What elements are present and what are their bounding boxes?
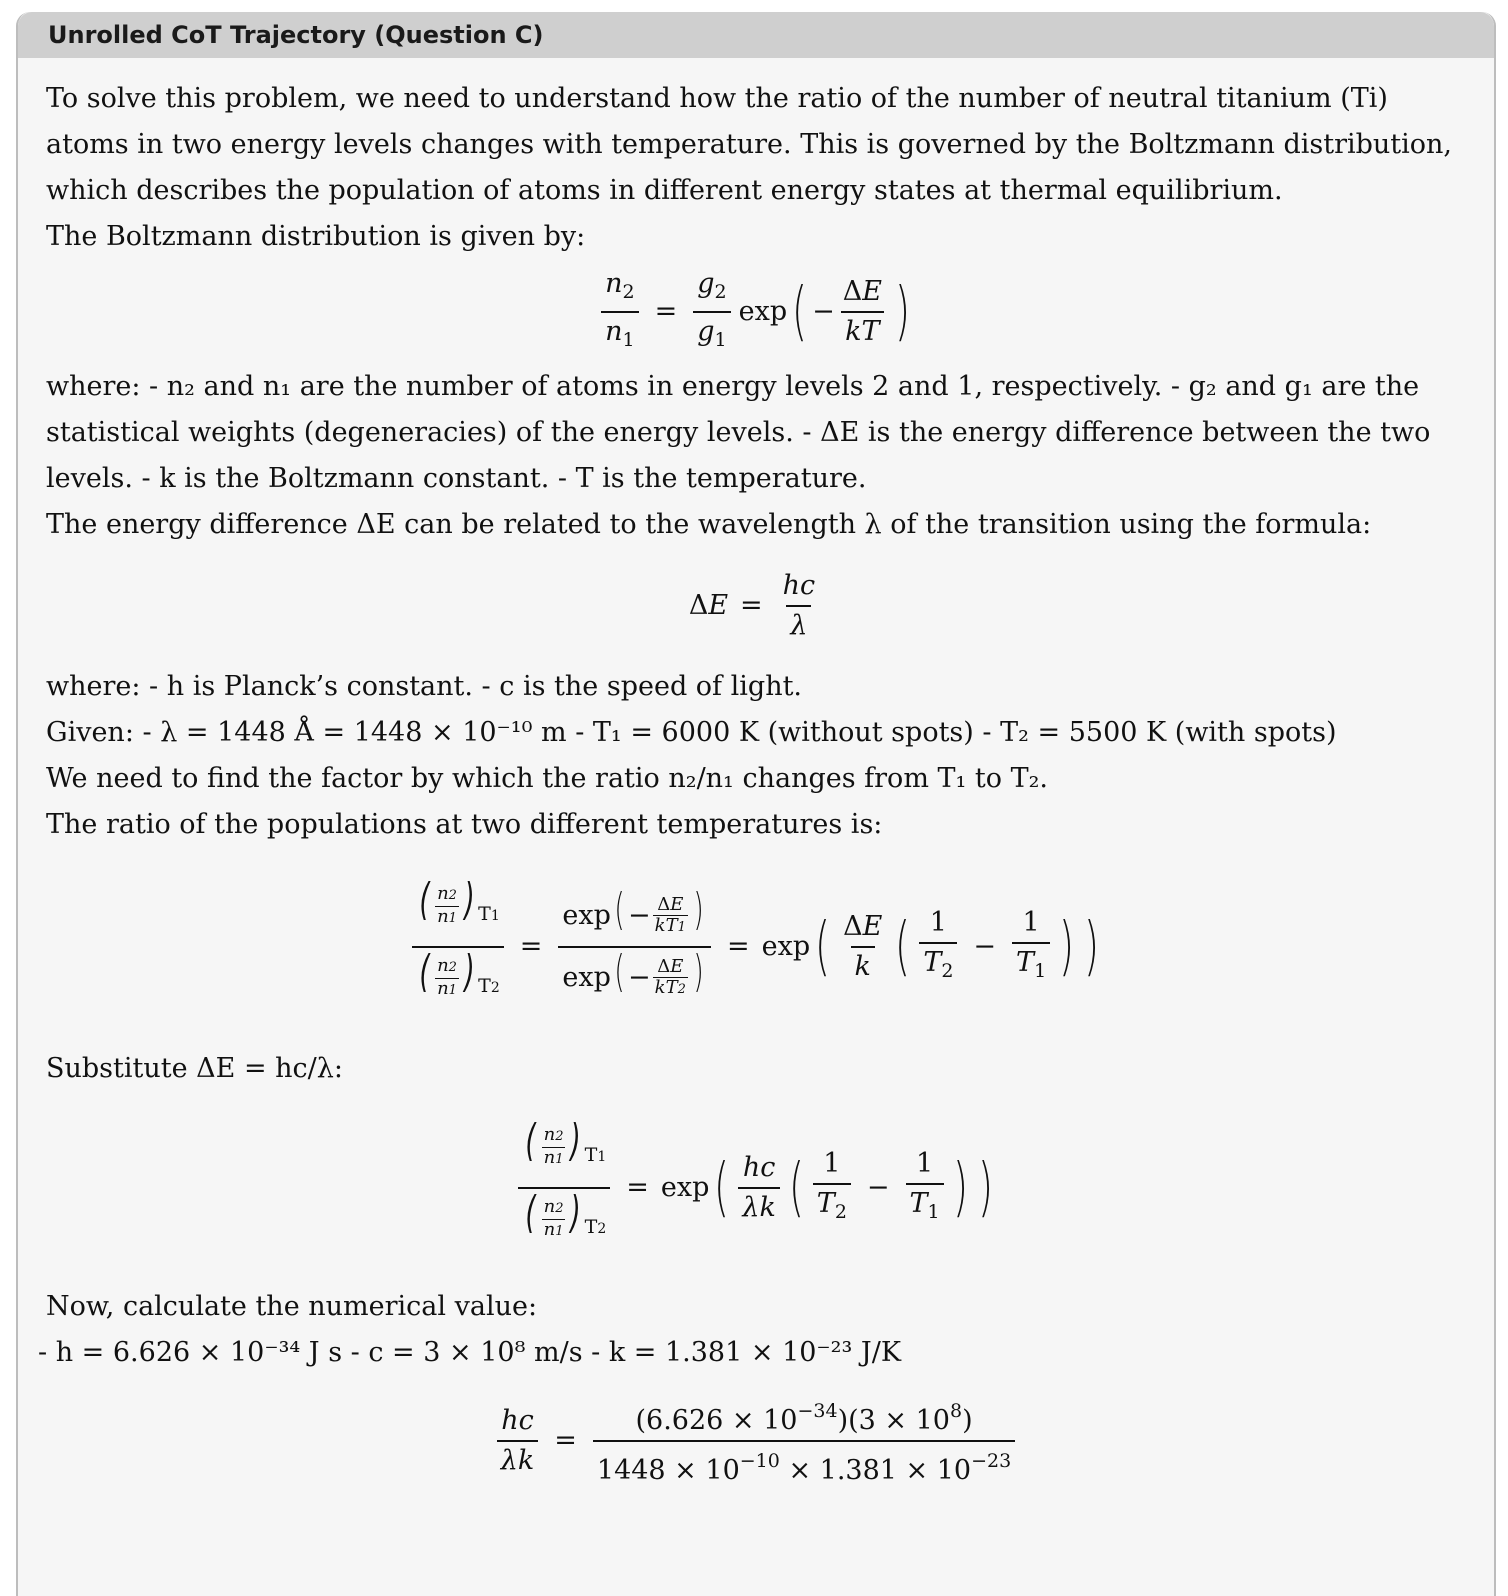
substitute-line: Substitute ΔE = hc/λ: (46, 1053, 343, 1084)
ratio-equation: ( $\frac{n2}{n1}$ ) $_{T1}$ ( $\frac{n2}{n1}$ ) $_{T2}$ = exp( − $\frac{\Delta E}{kT1}$ ) exp( − $\frac{\Delta E}{kT2}$ ) = exp ( $\frac{\Delta E}{k}$ ( $\frac{1}{T_2}$ − $\frac{1}{T_1}$ ) ) (46, 854, 1466, 1040)
substituted-ratio-equation: ( $\frac{n2}{n1}$ ) $_{T1}$ ( $\frac{n2}{n1}$ ) $_{T2}$ = exp ( $\frac{hc}{\lambda k}$ ( $\frac{1}{T_2}$ − $\frac{1}{T_1}$ ) ) (46, 1098, 1466, 1278)
given-values: Given: - λ = 1448 Å = 1448 × 10⁻¹⁰ m - T₁ = 6000 K (without spots) - T₂ = 5500 K (with spots) (46, 717, 1337, 748)
constants-line: - h = 6.626 × 10⁻³⁴ J s - c = 3 × 10⁸ m/s - k = 1.381 × 10⁻²³ J/K (38, 1337, 901, 1368)
ratio-intro-line: The ratio of the populations at two different temperatures is: (46, 809, 883, 840)
numeric-equation: $\frac{hc}{\lambda k}$ = $\frac{(6.626 \times 10^{-34})(3 \times 10^8)}{1448 \times 10^{-10} \times 1.381 \times 10^{-23}}$ (46, 1386, 1466, 1496)
boltzmann-equation: $\frac{n_2}{n_1}$ = $\frac{g_2}{g_1}$ exp ( − $\frac{\Delta E}{kT}$ ) (46, 266, 1466, 358)
energy-difference-line: The energy difference ΔE can be related to the wavelength λ of the transition using the formula: (46, 509, 1372, 540)
where-definitions-1: where: - n₂ and n₁ are the number of atoms in energy levels 2 and 1, respectively. - g₂ and g₁ are the statistical weights (degeneracies) of the energy levels. - ΔE is the energy difference between the two levels. - k is the Boltzmann constant. - T is the temperature. (46, 371, 1431, 494)
where-definitions-2: where: - h is Planck’s constant. - c is the speed of light. (46, 671, 803, 702)
given-by-line: The Boltzmann distribution is given by: (46, 221, 586, 252)
cot-box (16, 12, 1496, 1596)
intro-paragraph: To solve this problem, we need to understand how the ratio of the number of neutral titanium (Ti) atoms in two energy levels changes with temperature. This is governed by the Boltzmann distribution, which describes the population of atoms in different energy states at thermal equilibrium. (46, 83, 1452, 206)
energy-equation: Δ E = $\frac{hc}{\lambda}$ (46, 554, 1466, 658)
now-calculate-line: Now, calculate the numerical value: (46, 1291, 538, 1322)
find-factor-line: We need to find the factor by which the ratio n₂/n₁ changes from T₁ to T₂. (46, 763, 1049, 794)
box-title: Unrolled CoT Trajectory (Question C) (18, 12, 1494, 58)
cot-content (18, 76, 1494, 1496)
